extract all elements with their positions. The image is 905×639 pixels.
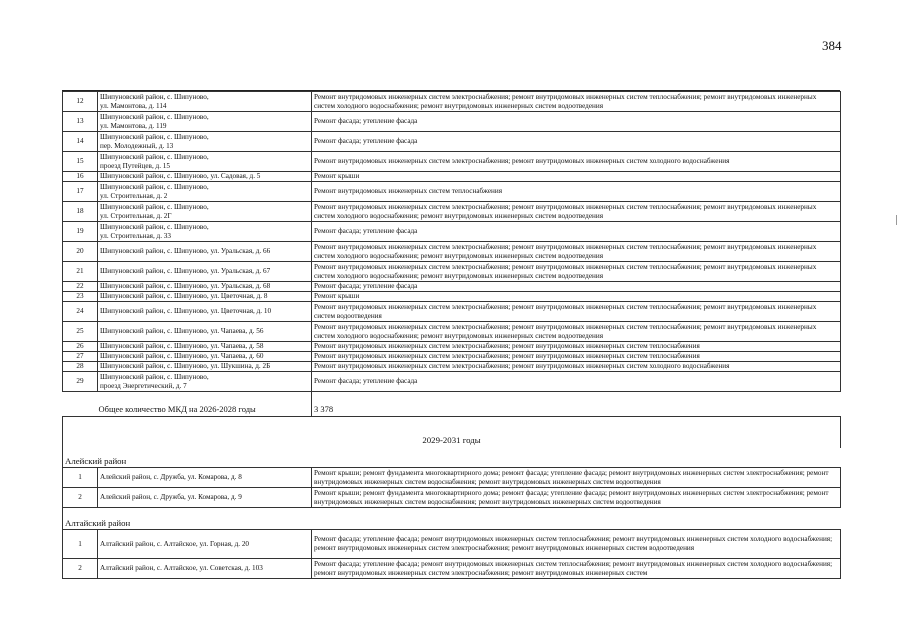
table-row — [63, 92, 841, 112]
row-address: Шипуновский район, с. Шипуново, ул. Чапаева, д. 56 — [98, 322, 312, 342]
row-number: 24 — [63, 302, 98, 322]
row-work-types: Ремонт фасада; утепление фасада — [312, 132, 841, 152]
row-address: Шипуновский район, с. Шипуново, ул. Цветочная, д. 8 — [98, 292, 312, 302]
row-address: Алтайский район, с. Алтайское, ул. Советская, д. 103 — [98, 559, 312, 579]
row-number: 1 — [63, 468, 98, 488]
table-row — [63, 202, 841, 222]
table-row — [63, 182, 841, 202]
row-number: 23 — [63, 292, 98, 302]
row-work-types: Ремонт крыши — [312, 172, 841, 182]
row-address: Шипуновский район, с. Шипуново, ул. Чапаева, д. 58 — [98, 342, 312, 352]
table-row — [63, 262, 841, 282]
row-address: Шипуновский район, с. Шипуново, ул. Уральская, д. 66 — [98, 242, 312, 262]
row-number: 26 — [63, 342, 98, 352]
row-work-types: Ремонт фасада; утепление фасада — [312, 372, 841, 392]
row-number: 22 — [63, 282, 98, 292]
table-row — [63, 242, 841, 262]
table-row — [63, 468, 841, 488]
row-work-types: Ремонт внутридомовых инженерных систем электроснабжения; ремонт внутридомовых инженерных систем теплоснабжения; ремонт внутридомовых инженерных систем холодного водоснабжения; ремонт внутридомовых инженерных систем водоотведения — [312, 92, 841, 112]
period-label: 2029-2031 годы — [63, 417, 841, 449]
row-work-types: Ремонт крыши; ремонт фундамента многоквартирного дома; ремонт фасада; утепление фасада; ремонт внутридомовых инженерных систем электроснабжения; ремонт внутридомовых инженерных систем водоснабжения; ремонт внутридомовых инженерных систем водоотведения — [312, 488, 841, 508]
row-address: Шипуновский район, с. Шипуново, ул. Чапаева, д. 60 — [98, 352, 312, 362]
rows-section-aleysky — [63, 468, 841, 508]
row-address: Шипуновский район, с. Шипуново, проезд Путейцев, д. 15 — [98, 152, 312, 172]
row-work-types: Ремонт крыши — [312, 292, 841, 302]
row-number: 20 — [63, 242, 98, 262]
table-row — [63, 530, 841, 559]
row-work-types: Ремонт внутридомовых инженерных систем электроснабжения; ремонт внутридомовых инженерных систем холодного водоснабжения — [312, 362, 841, 372]
row-number: 28 — [63, 362, 98, 372]
row-work-types: Ремонт фасада; утепление фасада; ремонт внутридомовых инженерных систем теплоснабжения; ремонт внутридомовых инженерных систем холодного водоснабжения; ремонт внутридомовых инженерных систем электроснабжения; ремонт внутридомовых инженерных систем — [312, 559, 841, 579]
row-number: 14 — [63, 132, 98, 152]
rows-section-2026-2028 — [63, 92, 841, 392]
table-row — [63, 112, 841, 132]
row-work-types: Ремонт внутридомовых инженерных систем электроснабжения; ремонт внутридомовых инженерных систем теплоснабжения; ремонт внутридомовых инженерных систем холодного водоснабжения; ремонт внутридомовых инженерных систем водоотведения — [312, 262, 841, 282]
row-work-types: Ремонт внутридомовых инженерных систем электроснабжения; ремонт внутридомовых инженерных систем теплоснабжения — [312, 352, 841, 362]
row-work-types: Ремонт внутридомовых инженерных систем электроснабжения; ремонт внутридомовых инженерных систем теплоснабжения — [312, 342, 841, 352]
row-work-types: Ремонт фасада; утепление фасада — [312, 282, 841, 292]
row-work-types: Ремонт внутридомовых инженерных систем электроснабжения; ремонт внутридомовых инженерных систем теплоснабжения; ремонт внутридомовых инженерных систем холодного водоснабжения; ремонт внутридомовых инженерных систем водоотведения — [312, 322, 841, 342]
table-row — [63, 322, 841, 342]
table-row — [63, 352, 841, 362]
row-number: 12 — [63, 92, 98, 112]
district-heading-row — [63, 508, 841, 530]
row-work-types: Ремонт внутридомовых инженерных систем электроснабжения; ремонт внутридомовых инженерных систем теплоснабжения; ремонт внутридомовых инженерных систем холодного водоснабжения; ремонт внутридомовых инженерных систем водоотведения — [312, 202, 841, 222]
row-number: 18 — [63, 202, 98, 222]
district-heading-row — [63, 448, 841, 468]
total-row — [63, 392, 841, 417]
row-work-types: Ремонт внутридомовых инженерных систем электроснабжения; ремонт внутридомовых инженерных систем холодного водоснабжения — [312, 152, 841, 172]
row-address: Шипуновский район, с. Шипуново, ул. Строительная, д. 33 — [98, 222, 312, 242]
row-address: Шипуновский район, с. Шипуново, ул. Мамонтова, д. 114 — [98, 92, 312, 112]
row-number: 29 — [63, 372, 98, 392]
row-work-types: Ремонт внутридомовых инженерных систем электроснабжения; ремонт внутридомовых инженерных систем теплоснабжения; ремонт внутридомовых инженерных систем водоотведения — [312, 302, 841, 322]
row-number: 17 — [63, 182, 98, 202]
table-row — [63, 488, 841, 508]
row-work-types: Ремонт фасада; утепление фасада — [312, 112, 841, 132]
row-number: 19 — [63, 222, 98, 242]
row-number: 13 — [63, 112, 98, 132]
row-number: 21 — [63, 262, 98, 282]
row-address: Алейский район, с. Дружба, ул. Комарова, д. 9 — [98, 488, 312, 508]
table-row — [63, 152, 841, 172]
scan-mark — [896, 215, 897, 225]
repair-schedule-table — [62, 90, 840, 579]
table-row — [63, 302, 841, 322]
row-address: Шипуновский район, с. Шипуново, ул. Цветочная, д. 10 — [98, 302, 312, 322]
row-address: Шипуновский район, с. Шипуново, ул. Садовая, д. 5 — [98, 172, 312, 182]
row-address: Шипуновский район, с. Шипуново, проезд Энергетический, д. 7 — [98, 372, 312, 392]
rows-section-altaysky — [63, 530, 841, 579]
page-number: 384 — [822, 38, 842, 53]
table-row — [63, 372, 841, 392]
table-row — [63, 559, 841, 579]
row-number: 25 — [63, 322, 98, 342]
district-label: Алейский район — [63, 448, 841, 468]
row-address: Шипуновский район, с. Шипуново, ул. Строительная, д. 2Г — [98, 202, 312, 222]
row-work-types: Ремонт внутридомовых инженерных систем электроснабжения; ремонт внутридомовых инженерных систем теплоснабжения; ремонт внутридомовых инженерных систем холодного водоснабжения; ремонт внутридомовых инженерных систем водоотведения — [312, 242, 841, 262]
row-address: Шипуновский район, с. Шипуново, ул. Уральская, д. 68 — [98, 282, 312, 292]
total-value: 3 378 — [312, 392, 841, 417]
table-row — [63, 222, 841, 242]
row-address: Шипуновский район, с. Шипуново, пер. Молодежный, д. 13 — [98, 132, 312, 152]
row-work-types: Ремонт фасада; утепление фасада; ремонт внутридомовых инженерных систем теплоснабжения; ремонт внутридомовых инженерных систем холодного водоснабжения; ремонт внутридомовых инженерных систем электроснабжения; ремонт внутридомовых инженерных систем водоотведения — [312, 530, 841, 559]
row-number: 16 — [63, 172, 98, 182]
row-work-types: Ремонт крыши; ремонт фундамента многоквартирного дома; ремонт фасада; утепление фасада; ремонт внутридомовых инженерных систем электроснабжения; ремонт внутридомовых инженерных систем водоснабжения; ремонт внутридомовых инженерных систем водоотведения — [312, 468, 841, 488]
table-row — [63, 282, 841, 292]
table-row — [63, 292, 841, 302]
row-address: Шипуновский район, с. Шипуново, ул. Мамонтова, д. 119 — [98, 112, 312, 132]
row-number: 27 — [63, 352, 98, 362]
row-address: Шипуновский район, с. Шипуново, ул. Шукшина, д. 2Б — [98, 362, 312, 372]
table-row — [63, 132, 841, 152]
row-address: Шипуновский район, с. Шипуново, ул. Строительная, д. 2 — [98, 182, 312, 202]
total-label: Общее количество МКД на 2026-2028 годы — [98, 404, 256, 414]
row-work-types: Ремонт фасада; утепление фасада — [312, 222, 841, 242]
period-row — [63, 417, 841, 449]
table-row — [63, 362, 841, 372]
table-row — [63, 172, 841, 182]
row-number: 2 — [63, 559, 98, 579]
table-row — [63, 342, 841, 352]
row-number: 15 — [63, 152, 98, 172]
row-number: 2 — [63, 488, 98, 508]
row-work-types: Ремонт внутридомовых инженерных систем теплоснабжения — [312, 182, 841, 202]
district-label: Алтайский район — [63, 508, 841, 530]
row-address: Алтайский район, с. Алтайское, ул. Горная, д. 20 — [98, 530, 312, 559]
row-number: 1 — [63, 530, 98, 559]
row-address: Алейский район, с. Дружба, ул. Комарова, д. 8 — [98, 468, 312, 488]
row-address: Шипуновский район, с. Шипуново, ул. Уральская, д. 67 — [98, 262, 312, 282]
